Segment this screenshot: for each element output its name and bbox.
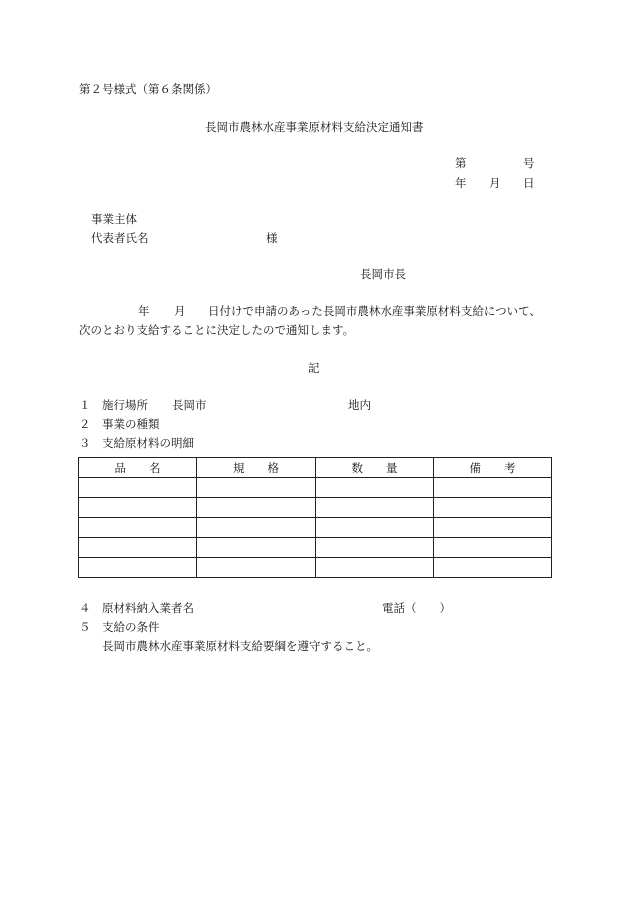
- materials-table: [78, 457, 552, 578]
- date-month-label: 月: [489, 176, 501, 190]
- item-2-label: 事業の種類: [102, 417, 160, 431]
- item-1-value: 長岡市: [172, 398, 207, 412]
- table-cell: [434, 478, 552, 498]
- business-entity-label: 事業主体: [91, 212, 137, 226]
- table-row: [79, 518, 552, 538]
- table-cell: [79, 518, 197, 538]
- table-cell: [316, 518, 434, 538]
- table-cell: [197, 498, 316, 518]
- table-cell: [434, 558, 552, 578]
- table-cell: [79, 478, 197, 498]
- item-5-label: 支給の条件: [102, 620, 160, 634]
- header-quantity: 数 量: [316, 458, 434, 478]
- number-dai-label: 第: [455, 156, 467, 170]
- ki-heading: 記: [308, 361, 320, 375]
- document-title: 長岡市農林水産事業原材料支給決定通知書: [205, 120, 424, 134]
- table-cell: [316, 498, 434, 518]
- table-row: [79, 478, 552, 498]
- table-cell: [197, 478, 316, 498]
- representative-label: 代表者氏名: [91, 231, 149, 245]
- table-cell: [434, 498, 552, 518]
- body-date-month: 月: [174, 304, 186, 318]
- header-item-name: 品 名: [79, 458, 197, 478]
- item-4-phone: 電話（ ）: [382, 601, 451, 615]
- table-cell: [434, 538, 552, 558]
- table-cell: [79, 558, 197, 578]
- honorific-sama: 様: [266, 231, 278, 245]
- table-cell: [434, 518, 552, 538]
- table-cell: [316, 558, 434, 578]
- table-cell: [197, 538, 316, 558]
- item-5-number: ５: [79, 620, 91, 634]
- item-1-number: １: [79, 398, 91, 412]
- item-3-label: 支給原材料の明細: [102, 436, 194, 450]
- date-day-label: 日: [523, 176, 535, 190]
- item-1-suffix: 地内: [348, 398, 371, 412]
- table-cell: [316, 478, 434, 498]
- table-row: [79, 538, 552, 558]
- item-1-label: 施行場所: [102, 398, 148, 412]
- table-row: [79, 498, 552, 518]
- table-cell: [197, 558, 316, 578]
- body-line-2: 次のとおり支給することに決定したので通知します。: [79, 323, 355, 337]
- table-row: [79, 558, 552, 578]
- header-remarks: 備 考: [434, 458, 552, 478]
- item-3-number: ３: [79, 436, 91, 450]
- body-date-year: 年: [138, 304, 150, 318]
- table-header-row: [79, 458, 552, 478]
- date-year-label: 年: [455, 176, 467, 190]
- item-5-detail: 長岡市農林水産事業原材料支給要綱を遵守すること。: [102, 639, 378, 653]
- sender-mayor: 長岡市長: [360, 267, 406, 281]
- item-2-number: ２: [79, 417, 91, 431]
- header-specification: 規 格: [197, 458, 316, 478]
- table-cell: [79, 538, 197, 558]
- number-go-label: 号: [523, 156, 535, 170]
- body-line-1: 日付けで申請のあった長岡市農林水産事業原材料支給について、: [208, 304, 541, 318]
- table-cell: [316, 538, 434, 558]
- item-4-number: ４: [79, 601, 91, 615]
- table-cell: [79, 498, 197, 518]
- table-cell: [197, 518, 316, 538]
- form-number: 第２号様式（第６条関係）: [79, 82, 217, 96]
- item-4-label: 原材料納入業者名: [102, 601, 194, 615]
